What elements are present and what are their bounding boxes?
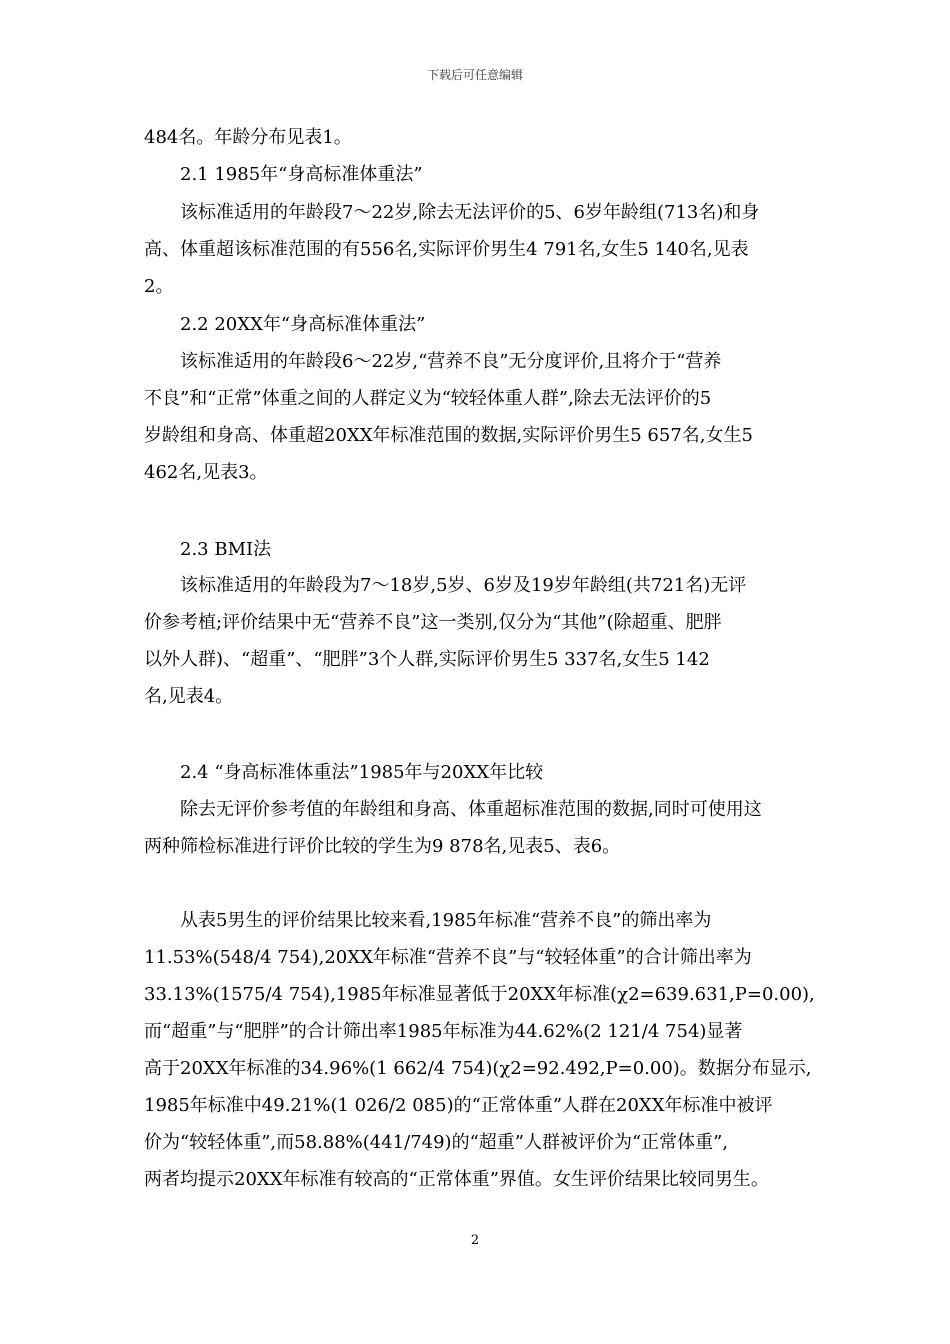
section-heading: 2.3 BMI法: [180, 539, 272, 560]
section-heading: 2.1 1985年“身高标准体重法”: [180, 164, 423, 185]
text-line: 2。: [144, 276, 174, 297]
text-line: 两种筛检标准进行评价比较的学生为9 878名,见表5、表6。: [144, 836, 621, 857]
text-line: 高、体重超该标准范围的有556名,实际评价男生4 791名,女生5 140名,见表: [144, 239, 749, 260]
text-line: 33.13%(1575/4 754),1985年标准显著低于20XX年标准(χ2=639.631,P=0.00),: [144, 984, 815, 1005]
text-line: 该标准适用的年龄段6～22岁,“营养不良”无分度评价,且将介于“营养: [180, 351, 722, 372]
text-line: 462名,见表3。: [144, 462, 268, 483]
text-line: 484名。年龄分布见表1。: [144, 127, 352, 148]
text-line: 11.53%(548/4 754),20XX年标准“营养不良”与“较轻体重”的合计筛出率为: [144, 947, 752, 968]
text-line: 1985年标准中49.21%(1 026/2 085)的“正常体重”人群在20XX年标准中被评: [144, 1095, 773, 1116]
text-line: 价为“较轻体重”,而58.88%(441/749)的“超重”人群被评价为“正常体重”,: [144, 1132, 729, 1153]
text-line: 岁龄组和身高、体重超20XX年标准范围的数据,实际评价男生5 657名,女生5: [144, 425, 753, 446]
page-number: 2: [470, 1233, 480, 1248]
text-line: 不良”和“正常”体重之间的人群定义为“较轻体重人群”,除去无法评价的5: [144, 388, 712, 409]
text-line: 从表5男生的评价结果比较来看,1985年标准“营养不良”的筛出率为: [180, 910, 712, 931]
text-line: 该标准适用的年龄段7～22岁,除去无法评价的5、6岁年龄组(713名)和身: [180, 202, 760, 223]
text-line: 名,见表4。: [144, 686, 234, 707]
section-heading: 2.4 “身高标准体重法”1985年与20XX年比较: [180, 762, 544, 783]
text-line: 除去无评价参考值的年龄组和身高、体重超标准范围的数据,同时可使用这: [180, 799, 762, 820]
text-line: 两者均提示20XX年标准有较高的“正常体重”界值。女生评价结果比较同男生。: [144, 1169, 769, 1190]
page-header: 下载后可任意编辑: [426, 68, 523, 82]
text-line: 价参考植;评价结果中无“营养不良”这一类别,仅分为“其他”(除超重、肥胖: [144, 612, 722, 633]
text-line: 该标准适用的年龄段为7～18岁,5岁、6岁及19岁年龄组(共721名)无评: [180, 575, 747, 596]
text-line: 以外人群)、“超重”、“肥胖”3个人群,实际评价男生5 337名,女生5 142: [144, 649, 710, 670]
section-heading: 2.2 20XX年“身高标准体重法”: [180, 314, 426, 335]
text-line: 而“超重”与“肥胖”的合计筛出率1985年标准为44.62%(2 121/4 754)显著: [144, 1021, 743, 1042]
text-line: 高于20XX年标准的34.96%(1 662/4 754)(χ2=92.492,P=0.00)。数据分布显示,: [144, 1058, 812, 1079]
